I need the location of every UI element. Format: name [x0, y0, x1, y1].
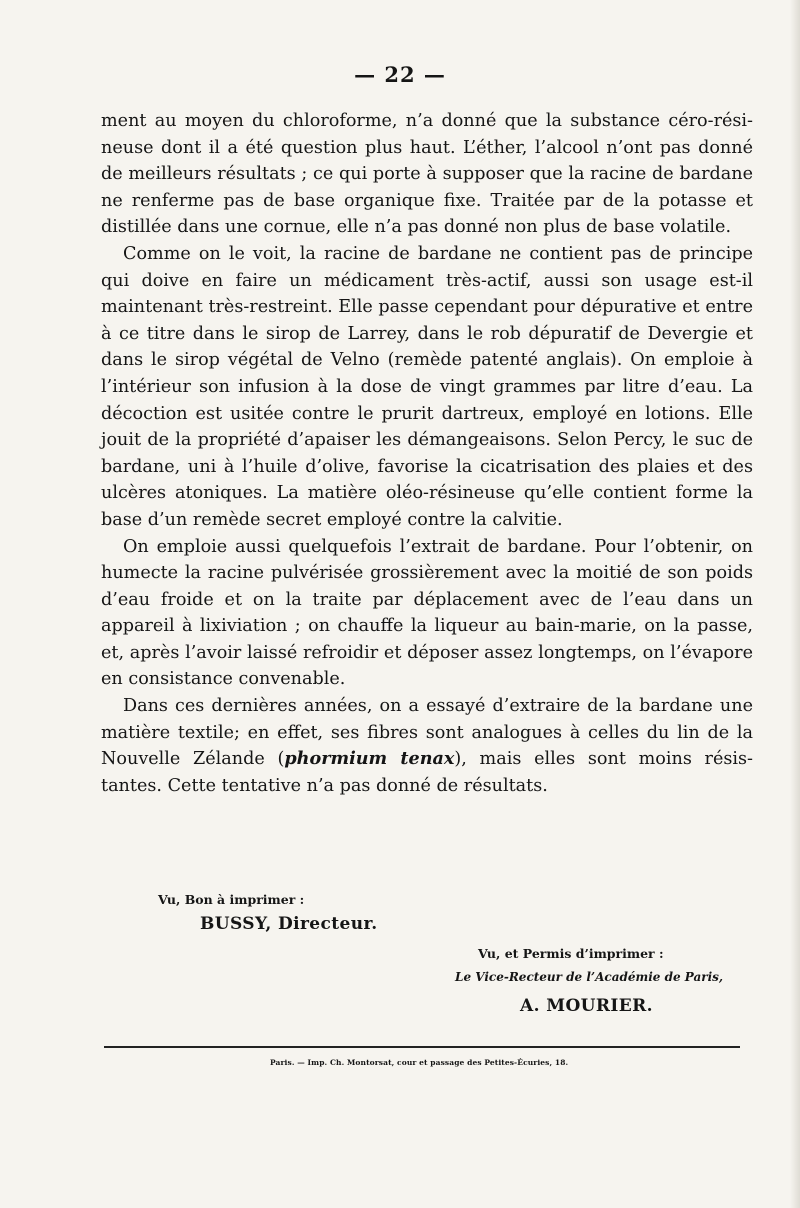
paragraph-2: Comme on le voit, la racine de bardane ne contient pas de principe qui doive en faire un médicament très-actif, aussi son usage est-il maintenant très-restreint. Elle passe cependant pour dépurative et entre à ce titre dans le sirop de Larrey, dans le rob dépuratif de Devergie et dans le sirop végétal de Velno (remède patenté anglais). On emploie à l’intérieur son infusion à la dose de vingt grammes par litre d’eau. La décoction est usitée contre le prurit dartreux, employé en lotions. Elle jouit de la propriété d’apaiser les démangeaisons. Selon Percy, le suc de bardane, uni à l’huile d’olive, favorise la cicatrisation des plaies et des ulcères atoniques. La matière oléo-résineuse qu’elle contient forme la base d’un remède secret employé contre la calvitie. [101, 243, 753, 530]
approval-left-signatory: BUSSY, Directeur. [200, 914, 378, 934]
printer-imprint: Paris. — Imp. Ch. Montorsat, cour et passage des Petites-Écuries, 18. [270, 1058, 569, 1067]
approval-right-title: Le Vice-Recteur de l’Académie de Paris, [455, 970, 724, 984]
paragraph-4-text-end: ), mais elles sont moins résis-tantes. Cette tentative n’a pas donné de résultats. [101, 749, 754, 796]
species-name: phormium tenax [284, 748, 455, 770]
approval-left-label: Vu, Bon à imprimer : [158, 892, 305, 907]
approval-right-label: Vu, et Permis d’imprimer : [478, 946, 664, 961]
paragraph-4 [101, 693, 753, 799]
paragraph-3: On emploie aussi quelquefois l’extrait de bardane. Pour l’obtenir, on humecte la racine pulvérisée grossièrement avec la moitié de son poids d’eau froide et on la traite par déplacement avec de l’eau dans un appareil à lixiviation ; on chauffe la liqueur au bain-marie, on la passe, et, après l’avoir laissé refroidir et déposer assez longtemps, on l’évapore en consistance convenable. [101, 536, 753, 690]
paragraph-1: ment au moyen du chloroforme, n’a donné que la substance céro-rési-neuse dont il a été question plus haut. L’éther, l’alcool n’ont pas donné de meilleurs résultats ; ce qui porte à supposer que la racine de bardane ne renferme pas de base organique fixe. Traitée par de la potasse et distillée dans une cornue, elle n’a pas donné non plus de base volatile. [101, 111, 753, 238]
page-number: — 22 — [354, 62, 446, 87]
footer-rule [104, 1046, 740, 1048]
body-text [101, 108, 753, 799]
approval-right-signatory: A. MOURIER. [520, 996, 653, 1016]
page-edge-shadow [790, 0, 800, 1208]
paragraph-4-text-start: Dans ces dernières années, on a essayé d’extraire de la bardane une matière textile; en effet, ses fibres sont analogues à celles du lin de la Nouvelle Zélande ( [101, 696, 753, 770]
